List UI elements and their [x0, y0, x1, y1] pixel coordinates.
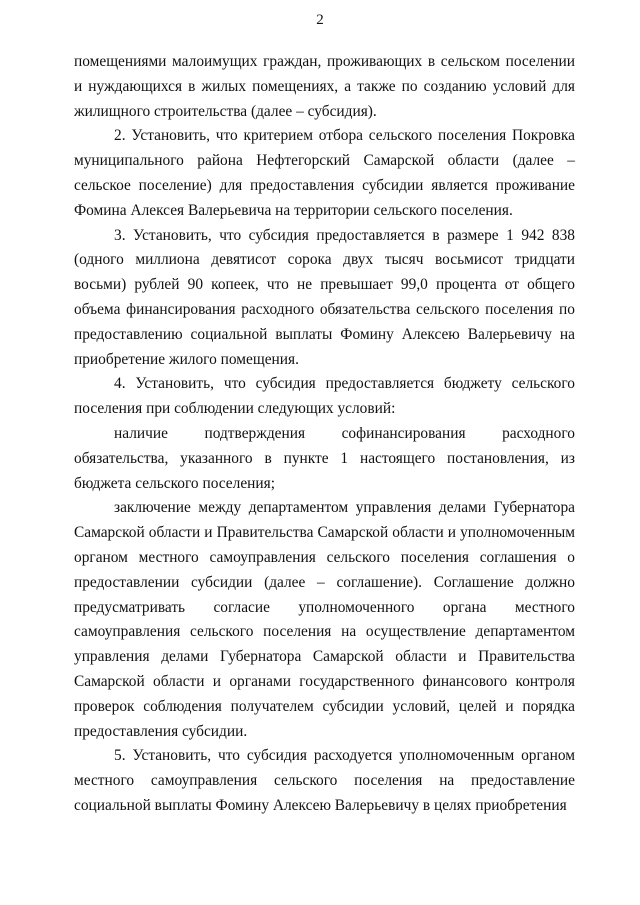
- paragraph-item-4: 4. Установить, что субсидия предоставляется бюджету сельского поселения при соблюдении следующих условий:: [74, 375, 575, 418]
- paragraph-item-2: 2. Установить, что критерием отбора сельского поселения Покровка муниципального района Нефтегорский Самарской области (далее – сельское поселение) для предоставления субсидии является проживание Фомина Алексея Валерьевича на территории сельского поселения.: [74, 127, 575, 219]
- paragraph-condition-2: заключение между департаментом управления делами Губернатора Самарской области и Правительства Самарской области и уполномоченным органом местного самоуправления сельского поселения соглашения о предоставлении субсидии (далее – соглашение). Соглашение должно предусматривать согласие уполномоченного органа местного самоуправления сельского поселения на осуществление департаментом управления делами Губернатора Самарской области и Правительства Самарской области и органами государственного финансового контроля проверок соблюдения получателем субсидии условий, целей и порядка предоставления субсидии.: [74, 499, 575, 740]
- document-body: [74, 50, 575, 819]
- page-number: 2: [316, 12, 324, 28]
- paragraph-item-5: 5. Установить, что субсидия расходуется уполномоченным органом местного самоуправления сельского поселения на предоставление социальной выплаты Фомину Алексею Валерьевичу в целях приобретения: [74, 747, 575, 814]
- paragraph-condition-1: наличие подтверждения софинансирования расходного обязательства, указанного в пункте 1 настоящего постановления, из бюджета сельского поселения;: [74, 424, 575, 492]
- paragraph-continuation: помещениями малоимущих граждан, проживающих в сельском поселении и нуждающихся в жилых помещениях, а также по созданию условий для жилищного строительства (далее – субсидия).: [74, 53, 575, 120]
- paragraph-item-3: 3. Установить, что субсидия предоставляется в размере 1 942 838 (одного миллиона девятисот сорока двух тысяч восьмисот тридцати восьми) рублей 90 копеек, что не превышает 99,0 процента от общего объема финансирования расходного обязательства сельского поселения по предоставлению социальной выплаты Фомину Алексею Валерьевичу на приобретение жилого помещения.: [74, 226, 575, 368]
